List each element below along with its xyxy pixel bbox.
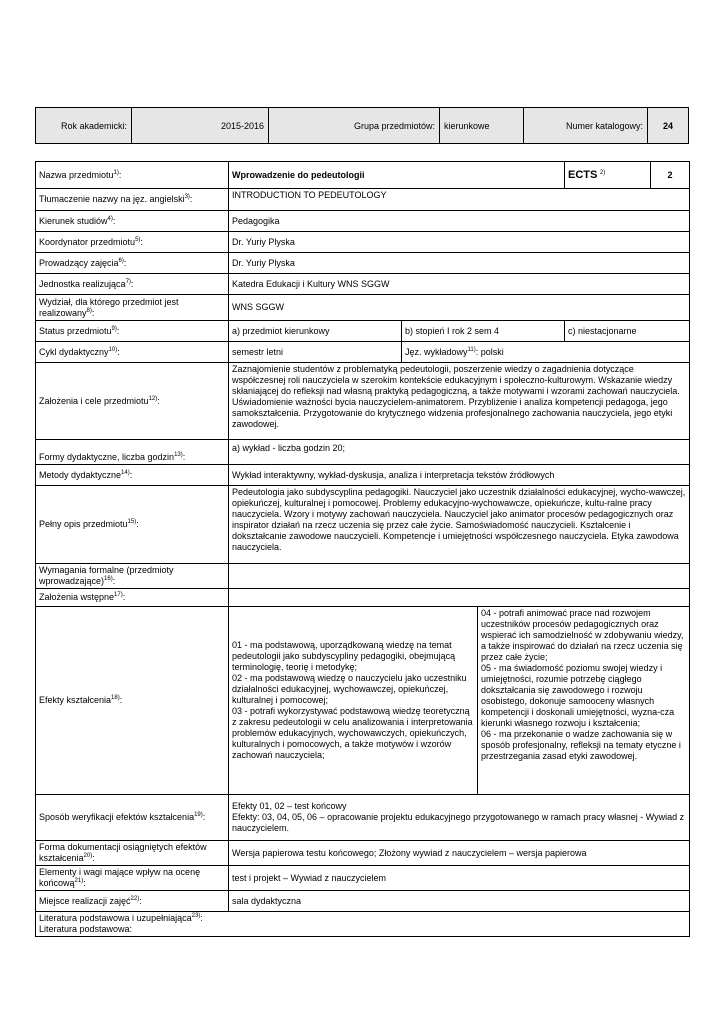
rok-label: Rok akademicki:	[36, 108, 132, 144]
zalozenia-sup: 12)	[148, 395, 158, 402]
kierunek-label: Kierunek studiów	[39, 215, 108, 226]
status-label: Status przedmiotu	[39, 325, 112, 336]
course-title: Wprowadzenie do pedeutologii	[229, 162, 565, 189]
koordynator-value: Dr. Yuriy Plyska	[229, 232, 690, 253]
koordynator-label: Koordynator przedmiotu	[39, 236, 136, 247]
metody-label-cell: Metody dydaktyczne$^{14)}$:	[36, 465, 229, 486]
wymagania-label-cell: Wymagania formalne (przedmioty wprowadzające)$^{16)}$:	[36, 564, 229, 589]
elementy-label: Elementy i wagi mające wpływ na ocenę końcową	[39, 867, 201, 888]
rok-value: 2015-2016	[132, 108, 269, 144]
title-sup: 1)	[113, 169, 119, 176]
miejsce-sup: 22)	[130, 895, 140, 902]
prowadzacy-label-cell: Prowadzący zajęcia$^{6)}$:	[36, 253, 229, 274]
prowadzacy-label: Prowadzący zajęcia	[39, 257, 119, 268]
opis-label: Pełny opis przedmiotu	[39, 519, 128, 529]
miejsce-value: sala dydaktyczna	[229, 891, 690, 912]
status-sup: 9)	[111, 325, 117, 332]
row-wymagania	[36, 564, 690, 589]
efekty-left: 01 - ma podstawową, uporządkowaną wiedzę na temat pedeutologii jako subdyscypliny pedagogiki, obejmującą terminologię, teorię i metodykę; 02 - ma podstawową wiedzę o nauczycielu jako uczestniku działalności edukacyjnej, wychowawczej, opiekuńczej, kulturalnej i pomocowej; 03 - potrafi wykorzystywać podstawową wiedzę teoretyczną z zakresu pedeutologii w celu analizowania i interpretowania problemów edukacyjnych, wychowawczych, opiekuńczych, kulturalnych i pomocowych, a także motywów i wzorów zachowań nauczyciela;	[229, 607, 478, 795]
elementy-value: test i projekt – Wywiad z nauczycielem	[229, 866, 690, 891]
kierunek-sup: 4)	[107, 215, 113, 222]
cykl-label: Cykl dydaktyczny	[39, 346, 109, 357]
tlumaczenie-sup: 3)	[184, 194, 190, 200]
cykl-value: semestr letni	[229, 342, 402, 363]
cykl-sup: 10)	[108, 346, 118, 353]
row-cykl	[36, 342, 690, 363]
jez-value: : polski	[475, 346, 504, 357]
ects-label-cell	[565, 162, 651, 189]
row-elementy	[36, 866, 690, 891]
dokumentacja-sup: 20)	[83, 853, 93, 859]
title-row	[36, 162, 690, 189]
zalozenia-label: Założenia i cele przedmiotu	[39, 395, 149, 406]
row-kierunek	[36, 211, 690, 232]
koordynator-label-cell: Koordynator przedmiotu$^{5)}$:	[36, 232, 229, 253]
row-dokumentacja	[36, 841, 690, 866]
literatura-cell: Literatura podstawowa i uzupełniająca$^{23)}$: Literatura podstawowa:	[36, 912, 690, 937]
formy-label-cell: Formy dydaktyczne, liczba godzin$^{13)}$:	[36, 440, 229, 465]
weryfikacja-value: Efekty 01, 02 – test końcowy Efekty: 03, 04, 05, 06 – opracowanie projektu edukacyjnego przygotowanego w ramach pracy własnej - Wywiad z nauczycielem.	[229, 795, 690, 841]
metody-value: Wykład interaktywny, wykład-dyskusja, analiza i interpretacja tekstów źródłowych	[229, 465, 690, 486]
koordynator-sup: 5)	[135, 236, 141, 243]
row-weryfikacja	[36, 795, 690, 841]
syllabus-table	[35, 161, 690, 937]
jednostka-sup: 7)	[125, 278, 131, 285]
ects-label: ECTS	[568, 168, 598, 181]
metody-label: Metody dydaktyczne	[39, 469, 122, 480]
literatura-sup: 23)	[191, 913, 201, 919]
row-koordynator	[36, 232, 690, 253]
efekty-label-cell: Efekty kształcenia$^{18)}$:	[36, 607, 229, 795]
zalozenia-value: Zaznajomienie studentów z problematyką pedeutologii, poszerzenie wiedzy o zagadnienia dotyczące współczesnej roli nauczyciela w szerokim kontekście edukacyjnym i społeczno-kulturowym. Wskazanie wiedzy skłaniającej do refleksji nad własną praktyką pedagogiczną, a także motywami i wzorami zachowań nauczyciela. Uświadomienie ważności bycia nauczycielem-animatorem. Przybliżenie i analiza kompetencji pedagoga, jego samokształcenia. Przygotowanie do krytycznego widzenia profesjonalnego zachowania nauczyciela, jego etyki zawodowej.	[229, 363, 690, 440]
ects-value: 2	[651, 162, 690, 189]
jez-label: Jęz. wykładowy	[405, 346, 468, 357]
wydzial-label: Wydział, dla którego przedmiot jest realizowany	[39, 296, 179, 318]
wstepne-value	[229, 589, 690, 607]
efekty-sup: 18)	[111, 695, 120, 701]
row-jednostka	[36, 274, 690, 295]
formy-sup: 13)	[174, 452, 183, 458]
row-metody	[36, 465, 690, 486]
row-wydzial	[36, 295, 690, 321]
tlumaczenie-label-cell: Tłumaczenie nazwy na jęz. angielski$^{3)}$:	[36, 189, 229, 211]
status-c: c) niestacjonarne	[565, 321, 690, 342]
row-literatura	[36, 912, 690, 937]
wymagania-value	[229, 564, 690, 589]
miejsce-label-cell: Miejsce realizacji zajęć$^{22)}$:	[36, 891, 229, 912]
grupa-value: kierunkowe	[440, 108, 524, 144]
kierunek-value: Pedagogika	[229, 211, 690, 232]
weryfikacja-label: Sposób weryfikacji efektów kształcenia	[39, 812, 195, 822]
prowadzacy-value: Dr. Yuriy Plyska	[229, 253, 690, 274]
miejsce-label: Miejsce realizacji zajęć	[39, 895, 131, 906]
efekty-label: Efekty kształcenia	[39, 695, 112, 705]
header-table	[35, 107, 689, 144]
row-tlumaczenie	[36, 189, 690, 211]
wymagania-label: Wymagania formalne (przedmioty wprowadzające)	[39, 565, 174, 586]
title-label-suffix: :	[118, 169, 122, 180]
ects-sup: 2)	[599, 169, 606, 176]
status-a: a) przedmiot kierunkowy	[229, 321, 402, 342]
grupa-label: Grupa przedmiotów:	[269, 108, 440, 144]
status-b: b) stopień I rok 2 sem 4	[402, 321, 565, 342]
row-zalozenia	[36, 363, 690, 440]
status-label-cell: Status przedmiotu$^{9)}$:	[36, 321, 229, 342]
row-formy	[36, 440, 690, 465]
row-opis	[36, 486, 690, 564]
jednostka-label: Jednostka realizująca	[39, 278, 126, 289]
formy-value: a) wykład - liczba godzin 20;	[229, 440, 690, 465]
jednostka-value: Katedra Edukacji i Kultury WNS SGGW	[229, 274, 690, 295]
row-miejsce	[36, 891, 690, 912]
literatura-sub: Literatura podstawowa:	[39, 924, 133, 934]
elementy-label-cell: Elementy i wagi mające wpływ na ocenę końcową$^{21)}$:	[36, 866, 229, 891]
row-prowadzacy	[36, 253, 690, 274]
cykl-label-cell: Cykl dydaktyczny$^{10)}$:	[36, 342, 229, 363]
wydzial-sup: 8)	[86, 307, 92, 314]
jednostka-label-cell: Jednostka realizująca$^{7)}$:	[36, 274, 229, 295]
dokumentacja-label-cell: Forma dokumentacji osiągniętych efektów kształcenia$^{20)}$:	[36, 841, 229, 866]
dokumentacja-value: Wersja papierowa testu końcowego; Złożony wywiad z nauczycielem – wersja papierowa	[229, 841, 690, 866]
row-wstepne	[36, 589, 690, 607]
opis-sup: 15)	[127, 519, 137, 525]
zalozenia-label-cell: Założenia i cele przedmiotu$^{12)}$:	[36, 363, 229, 440]
tlumaczenie-value: INTRODUCTION TO PEDEUTOLOGY	[229, 189, 690, 211]
wydzial-label-cell: Wydział, dla którego przedmiot jest realizowany$^{8)}$:	[36, 295, 229, 321]
wymagania-sup: 16)	[104, 576, 113, 582]
opis-label-cell: Pełny opis przedmiotu$^{15)}$:	[36, 486, 229, 564]
weryfikacja-sup: 19)	[194, 812, 203, 818]
wstepne-label: Założenia wstępne	[39, 592, 115, 602]
elementy-sup: 21)	[74, 878, 84, 884]
opis-value: Pedeutologia jako subdyscyplina pedagogiki. Nauczyciel jako uczestnik działalności edukacyjnej, wycho-wawczej, opiekuńczej, kulturalnej i pomocowej. Problemy edukacyjno-wychowawcze, opiekuńcze, kultu-ralne pracy nauczyciela. Wzory i motywy zachowań nauczyciela. Nauczyciel jako animator procesów pedagogicznych oraz inspirator działań na rzecz uczenia się przez całe życie. Samoświadomość nauczycieli. Kształcenie i dokształcanie zawodowe nauczycieli. Kompetencje i umiejętności współczesnego nauczyciela. Etyka zawodowa nauczyciela.	[229, 486, 690, 564]
title-label: Nazwa przedmiotu	[39, 169, 114, 180]
dokumentacja-label: Forma dokumentacji osiągniętych efektów kształcenia	[39, 842, 207, 863]
efekty-right: 04 - potrafi animować prace nad rozwojem uczestników procesów pedagogicznych oraz wspierać ich samodzielność w zdobywaniu wiedzy, a także inspirować do działań na rzecz uczenia się przez całe życie; 05 - ma świadomość poziomu swojej wiedzy i umiejętności, rozumie potrzebę ciągłego dokształcania się zawodowego i rozwoju osobistego, dokonuje samooceny własnych kompetencji i doskonali umiejętności, wyzna-cza kierunki własnego rozwoju i kształcenia; 06 - ma przekonanie o wadze zachowania się w sposób profesjonalny, refleksji na tematy etyczne i przestrzegania zasad etyki zawodowej.	[478, 607, 690, 795]
numer-value: 24	[648, 108, 689, 144]
kierunek-label-cell: Kierunek studiów$^{4)}$:	[36, 211, 229, 232]
prowadzacy-sup: 6)	[118, 257, 124, 264]
row-status	[36, 321, 690, 342]
literatura-label: Literatura podstawowa i uzupełniająca	[39, 913, 192, 923]
weryfikacja-label-cell: Sposób weryfikacji efektów kształcenia$^{19)}$:	[36, 795, 229, 841]
wstepne-sup: 17)	[114, 592, 123, 598]
row-efekty	[36, 607, 690, 795]
wydzial-value: WNS SGGW	[229, 295, 690, 321]
title-label-cell	[36, 162, 229, 189]
jez-sup: 11)	[467, 346, 476, 353]
numer-label: Numer katalogowy:	[524, 108, 648, 144]
jez-cell	[402, 342, 690, 363]
formy-label: Formy dydaktyczne, liczba godzin	[39, 452, 175, 462]
metody-sup: 14)	[121, 469, 130, 476]
tlumaczenie-label: Tłumaczenie nazwy na jęz. angielski	[39, 194, 185, 204]
wstepne-label-cell: Założenia wstępne$^{17)}$:	[36, 589, 229, 607]
